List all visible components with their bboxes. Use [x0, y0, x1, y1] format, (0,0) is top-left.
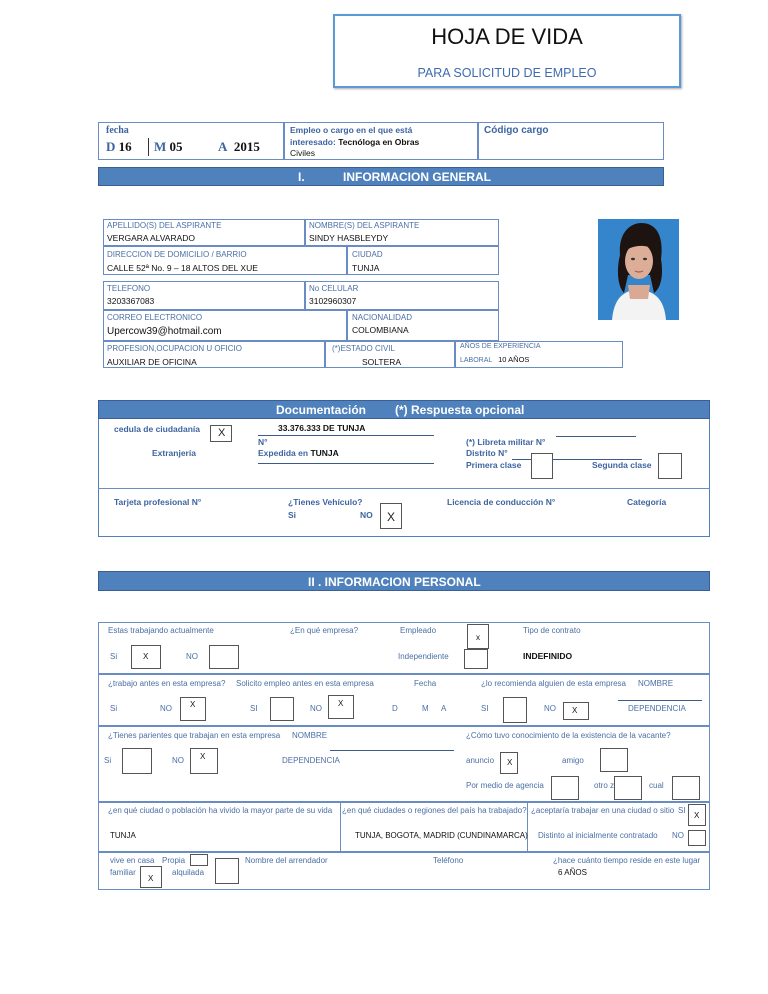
recomienda-dependencia: DEPENDENCIA: [628, 704, 686, 713]
otro-checkbox[interactable]: [614, 776, 642, 800]
fecha-day: [106, 139, 132, 155]
recomienda-mark: X: [572, 706, 578, 715]
section-general-title: INFORMACION GENERAL: [343, 170, 491, 184]
familiar-label: familiar: [110, 868, 136, 877]
year-value: 2015: [233, 139, 260, 154]
tipo-contrato-label: Tipo de contrato: [523, 626, 581, 635]
cedula-label: cedula de ciudadanía: [114, 424, 200, 434]
estado-value: SOLTERA: [362, 357, 402, 367]
arrendador-telefono-label: Teléfono: [433, 856, 464, 865]
empleo-line2: [290, 137, 419, 147]
empleo-label: Empleo o cargo en el que está: [290, 125, 413, 135]
distrito-label: Distrito N°: [466, 448, 508, 458]
solicito-mark: X: [338, 699, 344, 708]
conocimiento-label: ¿Cómo tuvo conocimiento de la existencia de la vacante?: [466, 731, 671, 740]
alquilada-label: alquilada: [172, 868, 205, 877]
fecha-year: [218, 139, 260, 155]
primera-checkbox[interactable]: [531, 453, 553, 479]
fecha-label: Fecha: [414, 679, 437, 688]
direccion-label: DIRECCION DE DOMICILIO / BARRIO: [107, 250, 247, 259]
celular-value: 3102960307: [309, 296, 357, 306]
codigo-label: Código cargo: [484, 125, 549, 136]
ciudad-label: CIUDAD: [352, 250, 383, 259]
telefono-label: TELEFONO: [107, 284, 151, 293]
documentacion-title: Documentación: [276, 403, 367, 417]
divider: [148, 138, 149, 156]
cargo-value-2: Civiles: [290, 148, 316, 158]
interesado-label: interesado:: [290, 137, 336, 147]
cargo-value: Tecnóloga en Obras: [338, 137, 420, 147]
amigo-checkbox[interactable]: [600, 748, 628, 772]
section-general-num: I.: [298, 170, 305, 184]
regiones-label: ¿en qué ciudades o regiones del país ha trabajado?: [342, 806, 527, 815]
expedida-row: [258, 448, 339, 458]
vehiculo-label: ¿Tienes Vehículo?: [288, 497, 363, 507]
propia-checkbox[interactable]: [190, 854, 208, 866]
recomienda-no: NO: [544, 704, 556, 713]
month-value: 05: [169, 139, 183, 154]
solicito-si-checkbox[interactable]: [270, 697, 294, 721]
page-subtitle: PARA SOLICITUD DE EMPLEO: [417, 66, 597, 80]
segunda-label: Segunda clase: [592, 460, 652, 470]
antes-si: Si: [110, 704, 118, 713]
fecha-m: M: [422, 704, 429, 713]
page-title: HOJA DE VIDA: [431, 24, 583, 49]
anuncio-mark: X: [507, 758, 513, 767]
categoria-label: Categoría: [627, 497, 667, 507]
experiencia-label: AÑOS DE EXPERIENCIA: [460, 343, 541, 350]
cedula-mark: X: [218, 427, 226, 439]
vehiculo-no: NO: [360, 510, 373, 520]
celular-label: No CELULAR: [309, 284, 359, 293]
nacionalidad-label: NACIONALIDAD: [352, 313, 413, 322]
parientes-nombre-line: [330, 750, 454, 751]
year-label: A: [218, 139, 228, 154]
estado-label: (*)ESTADO CIVIL: [332, 344, 395, 353]
correo-label: CORREO ELECTRONICO: [107, 313, 203, 322]
recomienda-nombre-line: [618, 700, 702, 701]
expedida-value: TUNJA: [310, 448, 339, 458]
solicito-si: SI: [250, 704, 258, 713]
antes-label: ¿trabajo antes en esta empresa?: [108, 679, 226, 688]
ciudad-value: TUNJA: [352, 263, 380, 273]
familiar-mark: X: [148, 874, 154, 883]
trabajando-no-checkbox[interactable]: [209, 645, 239, 669]
direccion-value: CALLE 52ª No. 9 – 18 ALTOS DEL XUE: [107, 263, 258, 273]
recomienda-label: ¿lo recomienda alguien de esta empresa: [481, 679, 626, 688]
trabajando-si: Si: [110, 652, 118, 661]
nombres-value: SINDY HASBLEYDY: [309, 233, 389, 243]
libreta-label: (*) Libreta militar N°: [466, 437, 546, 447]
parientes-no: NO: [172, 756, 184, 765]
distinto-no: NO: [672, 831, 684, 840]
recomienda-nombre-label: NOMBRE: [638, 679, 674, 688]
tarjeta-label: Tarjeta profesional N°: [114, 497, 202, 507]
telefono-value: 3203367083: [107, 296, 155, 306]
cual-field[interactable]: [672, 776, 700, 800]
agencia-label: Por medio de agencia: [466, 781, 544, 790]
fecha-label: fecha: [106, 125, 129, 136]
contrato-value: INDEFINIDO: [523, 651, 573, 661]
tiempo-label: ¿hace cuánto tiempo reside en este lugar: [553, 856, 701, 865]
distinto-label: Distinto al inicialmente contratado: [538, 831, 658, 840]
amigo-label: amigo: [562, 756, 584, 765]
arrendador-label: Nombre del arrendador: [245, 856, 328, 865]
solicito-label: Solicito empleo antes en esta empresa: [236, 679, 374, 688]
profesion-value: AUXILIAR DE OFICINA: [107, 357, 197, 367]
distinto-no-checkbox[interactable]: [688, 830, 706, 846]
profile-photo: [598, 219, 679, 320]
recomienda-si: SI: [481, 704, 489, 713]
trabajando-mark: X: [143, 652, 149, 661]
nombres-label: NOMBRE(S) DEL ASPIRANTE: [309, 221, 420, 230]
experiencia-value: 10 AÑOS: [498, 355, 530, 364]
parientes-si-checkbox[interactable]: [122, 748, 152, 774]
expedida-label: Expedida en: [258, 448, 309, 458]
ciudad-vivido-value: TUNJA: [110, 831, 136, 840]
vehiculo-si: Si: [288, 510, 297, 520]
documentacion-optional: (*) Respuesta opcional: [395, 403, 525, 417]
alquilada-checkbox[interactable]: [215, 858, 239, 884]
day-value: 16: [118, 139, 132, 154]
expedida-line: [258, 463, 434, 464]
experiencia-label-2: LABORAL: [460, 357, 493, 364]
fecha-a: A: [441, 704, 447, 713]
anuncio-label: anuncio: [466, 756, 495, 765]
antes-mark: X: [190, 700, 196, 709]
cedula-number: 33.376.333 DE TUNJA: [278, 423, 366, 433]
antes-no: NO: [160, 704, 172, 713]
libreta-line: [556, 436, 636, 437]
tiempo-value: 6 AÑOS: [558, 868, 587, 877]
solicito-no: NO: [310, 704, 322, 713]
parientes-mark: X: [200, 752, 206, 761]
fecha-d: D: [392, 704, 398, 713]
correo-value: Upercow39@hotmail.com: [107, 326, 222, 337]
cedula-number-line: [258, 435, 434, 436]
segunda-checkbox[interactable]: [658, 453, 682, 479]
empleado-mark: x: [476, 633, 480, 642]
cual-label: cual: [649, 781, 664, 790]
ciudad-vivido-label: ¿en qué ciudad o población ha vivido la mayor parte de su vida: [108, 806, 333, 815]
parientes-dependencia: DEPENDENCIA: [282, 756, 340, 765]
licencia-label: Licencia de conducción N°: [447, 497, 556, 507]
vive-label: vive en casa: [110, 856, 155, 865]
n-label: N°: [258, 437, 268, 447]
recomienda-si-checkbox[interactable]: [503, 697, 527, 723]
section-personal-title: II . INFORMACION PERSONAL: [308, 575, 481, 589]
independiente-label: Independiente: [398, 652, 449, 661]
regiones-value: TUNJA, BOGOTA, MADRID (CUNDINAMARCA): [355, 831, 528, 840]
independiente-checkbox[interactable]: [464, 649, 488, 669]
aceptaria-mark: X: [694, 811, 700, 820]
trabajando-no: NO: [186, 652, 198, 661]
propia-label: Propia: [162, 856, 186, 865]
doc-divider: [98, 488, 710, 489]
parientes-si: Si: [104, 756, 112, 765]
fecha-month: [154, 139, 183, 155]
apellidos-label: APELLIDO(S) DEL ASPIRANTE: [107, 221, 222, 230]
profesion-label: PROFESION,OCUPACION U OFICIO: [107, 344, 242, 353]
empleado-label: Empleado: [400, 626, 437, 635]
agencia-checkbox[interactable]: [551, 776, 579, 800]
trabajando-label: Estas trabajando actualmente: [108, 626, 214, 635]
parientes-label: ¿Tienes parientes que trabajan en esta empresa: [108, 731, 281, 740]
aceptaria-label: ¿aceptaría trabajar en una ciudad o sitio: [531, 806, 675, 815]
nacionalidad-value: COLOMBIANA: [352, 325, 409, 335]
otro-label: otro z: [594, 781, 615, 790]
day-label: D: [106, 139, 116, 154]
vehiculo-mark: X: [387, 510, 396, 524]
apellidos-value: VERGARA ALVARADO: [107, 233, 196, 243]
primera-label: Primera clase: [466, 460, 522, 470]
row4-divider-2: [527, 802, 528, 852]
aceptaria-si: SI: [678, 806, 686, 815]
month-label: M: [154, 139, 167, 154]
parientes-nombre-label: NOMBRE: [292, 731, 328, 740]
row4-divider-1: [340, 802, 341, 852]
empresa-label: ¿En qué empresa?: [290, 626, 359, 635]
extranjeria-label: Extranjería: [152, 448, 196, 458]
experiencia-line2: [460, 355, 529, 364]
